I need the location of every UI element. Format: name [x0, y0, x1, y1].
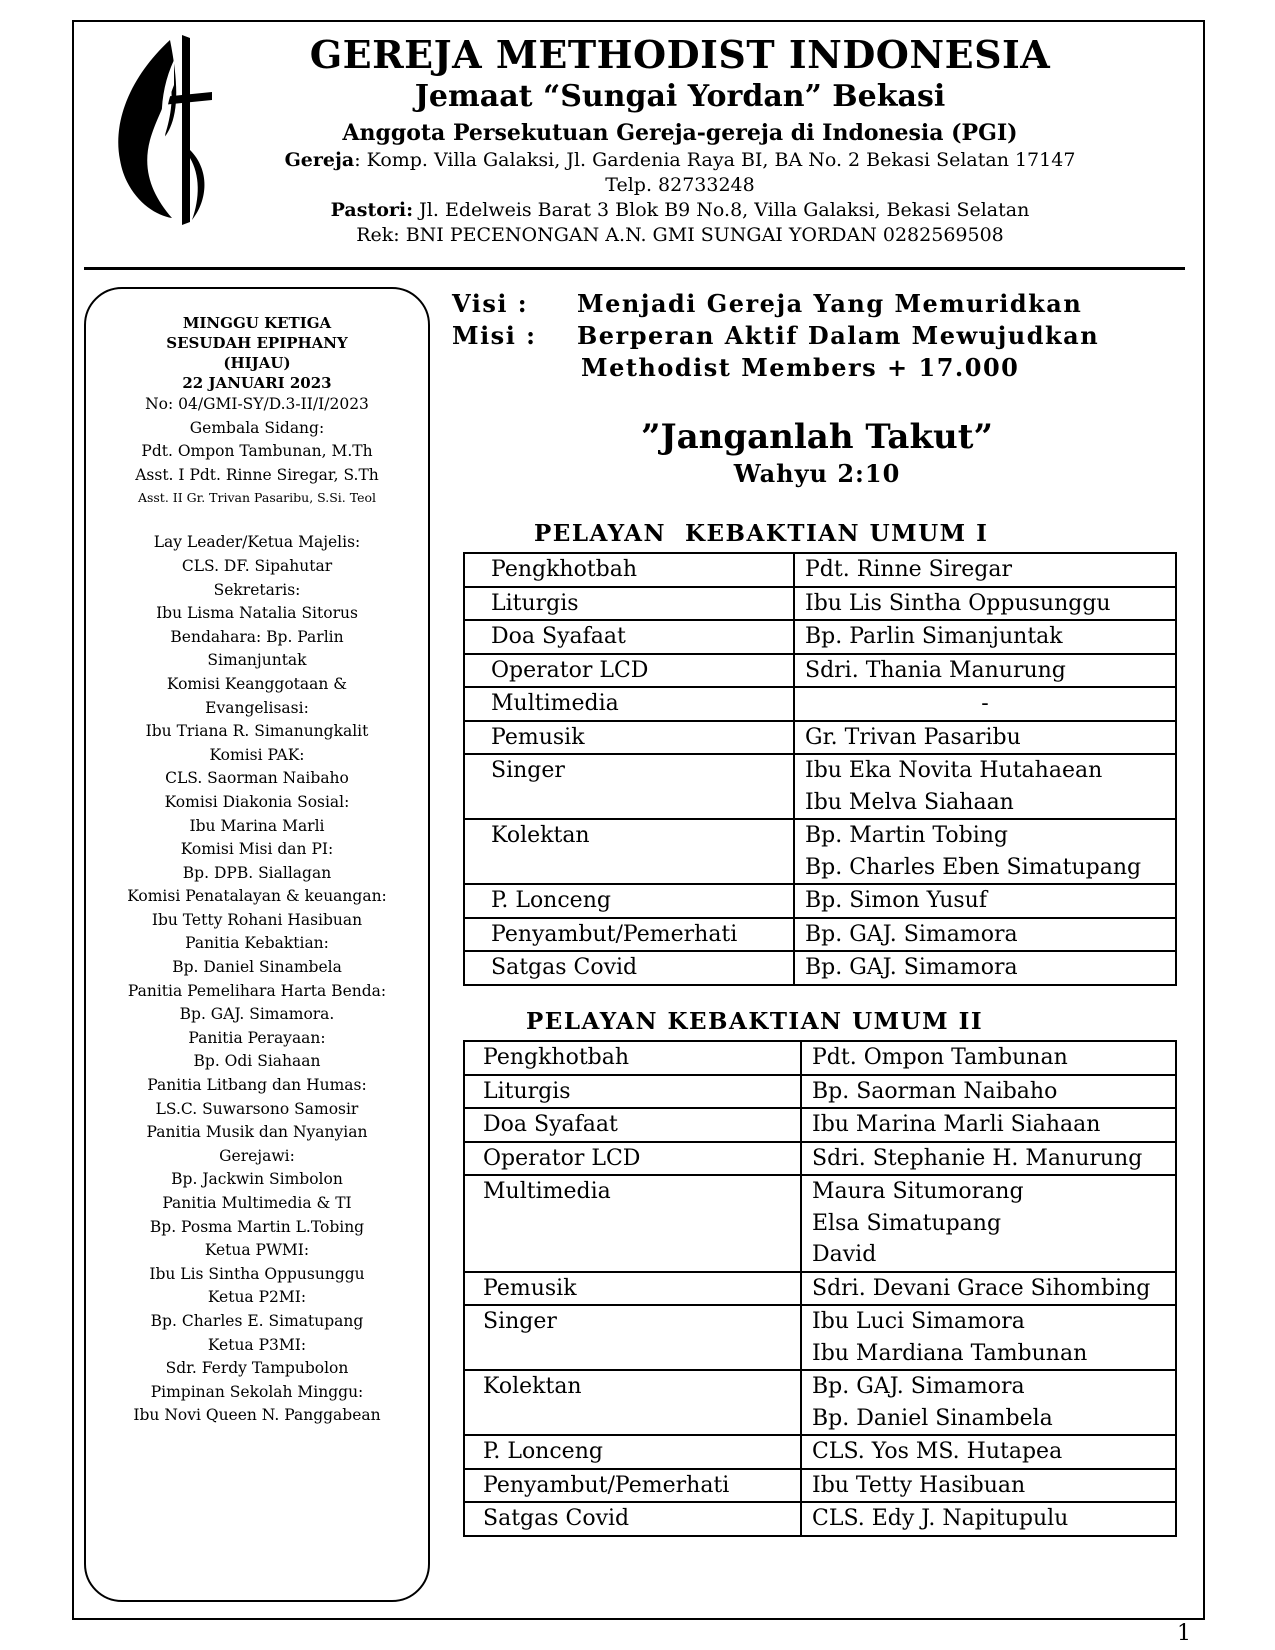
telephone: Telp. 82733248	[605, 174, 755, 196]
names-cell	[794, 918, 1176, 952]
officer-line: Panitia Pemelihara Harta Benda:	[127, 981, 387, 1000]
name-line: David	[812, 1242, 877, 1267]
officer-line: Ibu Triana R. Simanungkalit	[145, 722, 369, 741]
church-title: GEREJA METHODIST INDONESIA	[309, 32, 1051, 77]
vision-label: Visi :	[452, 289, 529, 318]
service-1-table	[463, 552, 1177, 986]
names-cell	[794, 553, 1176, 587]
officer-line: Panitia Multimedia & TI	[162, 1194, 352, 1212]
pastor-line: Pdt. Ompon Tambunan, M.Th	[141, 442, 373, 461]
table-row	[464, 687, 1176, 721]
officer-line: Ibu Lis Sintha Oppusunggu	[149, 1264, 365, 1283]
name-line: Ibu Mardiana Tambunan	[812, 1340, 1088, 1366]
name-line: Gr. Trivan Pasaribu	[805, 724, 1021, 750]
officer-line: Panitia Perayaan:	[188, 1028, 326, 1047]
table-row	[464, 1142, 1176, 1176]
officer-line: Komisi PAK:	[209, 745, 305, 764]
role-cell: Pemusik	[464, 1272, 801, 1306]
officer-line: Bp. GAJ. Simamora.	[179, 1005, 335, 1024]
officer-line: Sdr. Ferdy Tampubolon	[165, 1359, 349, 1378]
officer-line: Ibu Novi Queen N. Panggabean	[133, 1406, 381, 1425]
name-line: Ibu Lis Sintha Oppusunggu	[805, 590, 1111, 616]
name-line: Bp. GAJ. Simamora	[805, 955, 1018, 980]
names-cell	[801, 1305, 1176, 1370]
service-2-table	[463, 1040, 1177, 1537]
table-row	[464, 1075, 1176, 1109]
role-cell: P. Lonceng	[464, 884, 794, 918]
role-cell: Operator LCD	[464, 654, 794, 688]
names-cell	[801, 1175, 1176, 1272]
pastor-line: Gembala Sidang:	[189, 418, 325, 437]
table-row	[464, 1305, 1176, 1370]
service-2-title: PELAYAN KEBAKTIAN UMUM II	[526, 1008, 984, 1035]
role-cell: Satgas Covid	[464, 1502, 801, 1536]
name-line: Bp. Simon Yusuf	[805, 888, 987, 913]
table-row	[464, 587, 1176, 621]
name-line: Sdri. Thania Manurung	[805, 657, 1066, 683]
parsonage-address	[215, 198, 1145, 223]
officer-line: Panitia Litbang dan Humas:	[147, 1076, 367, 1095]
officer-line: Gerejawi:	[219, 1146, 295, 1165]
congregation-name: Jemaat “Sungai Yordan” Bekasi	[414, 79, 946, 114]
page-number: 1	[1177, 1621, 1191, 1646]
officer-line: LS.C. Suwarsono Samosir	[155, 1099, 359, 1118]
name-line: Maura Situmorang	[812, 1179, 1024, 1204]
vision-mission	[452, 288, 1099, 384]
name-line: Ibu Luci Simamora	[812, 1309, 1025, 1334]
officer-line: Panitia Musik dan Nyanyian	[146, 1123, 368, 1142]
membership-line: Anggota Persekutuan Gereja-gereja di Indonesia (PGI)	[342, 120, 1018, 146]
sidebar-heading-line: (HIJAU)	[223, 354, 291, 372]
name-line: Sdri. Devani Grace Sihombing	[812, 1275, 1151, 1301]
table-row	[464, 918, 1176, 952]
sermon-reference: Wahyu 2:10	[733, 459, 901, 488]
name-line: Ibu Tetty Hasibuan	[812, 1472, 1026, 1498]
name-line: CLS. Edy J. Napitupulu	[812, 1506, 1069, 1531]
names-cell	[801, 1272, 1176, 1306]
names-cell	[801, 1041, 1176, 1075]
table-row	[464, 620, 1176, 654]
bank-account: Rek: BNI PECENONGAN A.N. GMI SUNGAI YORDAN 0282569508	[356, 224, 1004, 246]
officer-line: Komisi Misi dan PI:	[180, 840, 334, 859]
mission-text: Berperan Aktif Dalam Mewujudkan	[577, 321, 1100, 350]
role-cell: Kolektan	[464, 819, 794, 884]
officer-line: Sekretaris:	[213, 580, 301, 599]
names-cell	[794, 951, 1176, 985]
names-cell	[794, 819, 1176, 884]
names-cell	[794, 620, 1176, 654]
table-row	[464, 754, 1176, 819]
table-row	[464, 1370, 1176, 1435]
officer-line: Bendahara: Bp. Parlin	[170, 627, 344, 646]
table-row	[464, 1469, 1176, 1503]
officer-line: Ketua PWMI:	[204, 1241, 310, 1260]
header	[215, 32, 1145, 248]
officer-line: Evangelisasi:	[205, 698, 309, 717]
officer-line: Bp. Posma Martin L.Tobing	[149, 1217, 365, 1236]
sidebar-heading-line: SESUDAH EPIPHANY	[166, 334, 348, 352]
officers-list	[86, 531, 428, 1428]
names-cell	[794, 754, 1176, 819]
officer-line: Simanjuntak	[207, 651, 307, 670]
name-line: Bp. Saorman Naibaho	[812, 1078, 1058, 1104]
officer-line: Bp. DPB. Siallagan	[182, 863, 332, 882]
names-cell	[801, 1435, 1176, 1469]
role-cell: Doa Syafaat	[464, 1108, 801, 1142]
parsonage-text: Jl. Edelweis Barat 3 Blok B9 No.8, Villa Galaksi, Bekasi Selatan	[413, 199, 1030, 221]
parsonage-label: Pastori:	[330, 199, 414, 221]
officer-line: CLS. DF. Sipahutar	[181, 556, 333, 575]
bulletin-number: No: 04/GMI-SY/D.3-II/I/2023	[145, 395, 369, 413]
officer-line: Bp. Odi Siahaan	[193, 1052, 321, 1071]
table-row	[464, 951, 1176, 985]
names-cell	[794, 654, 1176, 688]
name-line: Pdt. Rinne Siregar	[805, 557, 1013, 582]
role-cell: Penyambut/Pemerhati	[464, 918, 794, 952]
role-cell: Pengkhotbah	[464, 1041, 801, 1075]
officer-line: Ibu Lisma Natalia Sitorus	[156, 604, 358, 623]
name-line: Ibu Marina Marli Siahaan	[812, 1112, 1101, 1137]
name-line: CLS. Yos MS. Hutapea	[812, 1439, 1063, 1464]
table-row	[464, 1175, 1176, 1272]
names-cell	[801, 1469, 1176, 1503]
names-cell	[794, 687, 1176, 721]
church-address	[215, 148, 1145, 173]
name-line: Bp. GAJ. Simamora	[805, 921, 1018, 947]
header-divider	[84, 267, 1185, 270]
officer-line: Ketua P2MI:	[207, 1288, 307, 1307]
officer-line: Ibu Marina Marli	[189, 816, 325, 835]
officer-line: CLS. Saorman Naibaho	[165, 769, 349, 788]
name-line: Bp. Charles Eben Simatupang	[805, 854, 1142, 880]
name-line: Bp. Daniel Sinambela	[812, 1405, 1053, 1431]
role-cell: P. Lonceng	[464, 1435, 801, 1469]
service-1-title: PELAYAN KEBAKTIAN UMUM I	[534, 520, 989, 547]
name-line: Bp. Parlin Simanjuntak	[805, 624, 1063, 649]
sidebar-box	[84, 287, 430, 1602]
sidebar-heading-line: MINGGU KETIGA	[182, 314, 332, 332]
names-cell	[794, 884, 1176, 918]
church-address-text: : Komp. Villa Galaksi, Jl. Gardenia Raya BI, BA No. 2 Bekasi Selatan 17147	[354, 149, 1076, 171]
role-cell: Liturgis	[464, 587, 794, 621]
pastor-line: Asst. II Gr. Trivan Pasaribu, S.Si. Teol	[137, 490, 377, 506]
officer-line: Ketua P3MI:	[207, 1335, 307, 1354]
officer-line: Panitia Kebaktian:	[185, 934, 329, 953]
role-cell: Singer	[464, 1305, 801, 1370]
names-cell	[801, 1502, 1176, 1536]
table-row	[464, 884, 1176, 918]
table-row	[464, 1272, 1176, 1306]
name-line: Pdt. Ompon Tambunan	[812, 1045, 1068, 1070]
officer-line: Bp. Daniel Sinambela	[172, 958, 342, 977]
name-line: Elsa Simatupang	[812, 1210, 1002, 1236]
church-address-label: Gereja	[284, 149, 355, 171]
officer-line: Komisi Penatalayan & keuangan:	[127, 887, 387, 906]
table-row	[464, 1435, 1176, 1469]
role-cell: Multimedia	[464, 1175, 801, 1272]
table-row	[464, 1041, 1176, 1075]
officer-line: Komisi Diakonia Sosial:	[164, 792, 350, 811]
officer-line: Komisi Keanggotaan &	[166, 674, 348, 693]
name-line: Ibu Eka Novita Hutahaean	[805, 758, 1103, 783]
name-line: Sdri. Stephanie H. Manurung	[812, 1145, 1143, 1171]
table-row	[464, 553, 1176, 587]
names-cell	[801, 1108, 1176, 1142]
role-cell: Liturgis	[464, 1075, 801, 1109]
officer-line: Lay Leader/Ketua Majelis:	[153, 533, 361, 552]
role-cell: Doa Syafaat	[464, 620, 794, 654]
role-cell: Operator LCD	[464, 1142, 801, 1176]
role-cell: Penyambut/Pemerhati	[464, 1469, 801, 1503]
role-cell: Singer	[464, 754, 794, 819]
officer-line: Pimpinan Sekolah Minggu:	[150, 1382, 364, 1401]
cross-and-flame-logo	[112, 30, 212, 240]
mission-label: Misi :	[452, 321, 537, 350]
officer-line: Bp. Jackwin Simbolon	[171, 1170, 343, 1189]
role-cell: Kolektan	[464, 1370, 801, 1435]
vision-text: Menjadi Gereja Yang Memuridkan	[577, 289, 1083, 318]
role-cell: Multimedia	[464, 687, 794, 721]
name-line: Ibu Melva Siahaan	[805, 789, 1014, 815]
names-cell	[794, 587, 1176, 621]
sermon-title: ”Janganlah Takut”	[640, 417, 994, 457]
role-cell: Pemusik	[464, 721, 794, 755]
role-cell: Pengkhotbah	[464, 553, 794, 587]
name-line: Bp. GAJ. Simamora	[812, 1374, 1025, 1399]
officer-line: Bp. Charles E. Simatupang	[150, 1311, 364, 1330]
pastor-line: Asst. I Pdt. Rinne Siregar, S.Th	[135, 465, 379, 484]
mission-text-continued: Methodist Members + 17.000	[581, 353, 1020, 382]
table-row	[464, 819, 1176, 884]
name-line: Bp. Martin Tobing	[805, 823, 1009, 848]
name-line: -	[981, 691, 989, 716]
table-row	[464, 654, 1176, 688]
names-cell	[801, 1370, 1176, 1435]
officer-line: Ibu Tetty Rohani Hasibuan	[151, 910, 363, 929]
names-cell	[801, 1142, 1176, 1176]
table-row	[464, 1502, 1176, 1536]
names-cell	[801, 1075, 1176, 1109]
sidebar-date: 22 JANUARI 2023	[182, 374, 332, 392]
table-row	[464, 1108, 1176, 1142]
role-cell: Satgas Covid	[464, 951, 794, 985]
table-row	[464, 721, 1176, 755]
names-cell	[794, 721, 1176, 755]
